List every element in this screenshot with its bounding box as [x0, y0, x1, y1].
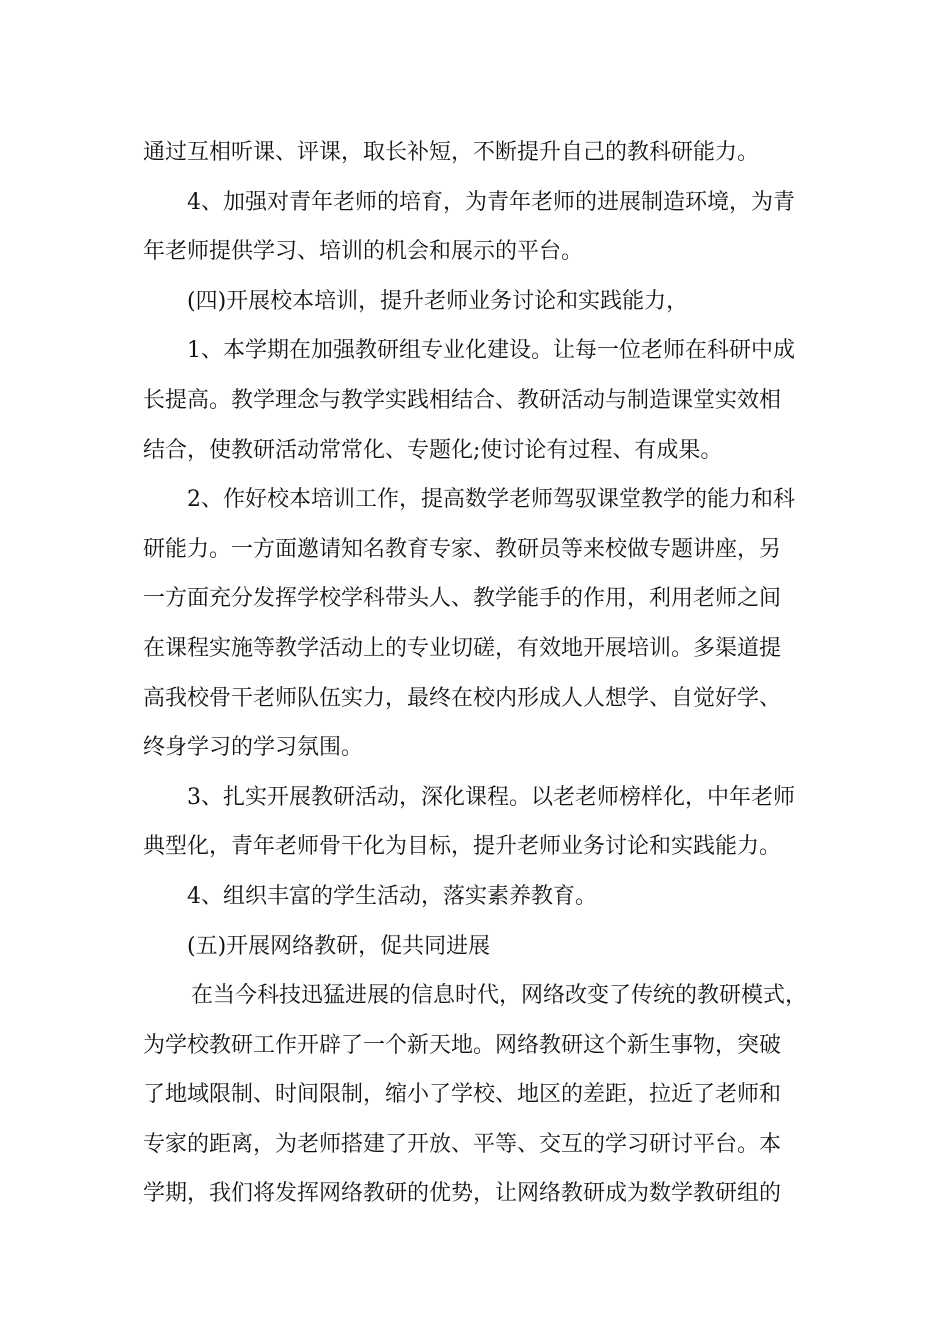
text-line: 4、加强对青年老师的培育，为青年老师的进展制造环境，为青	[187, 189, 795, 215]
text-line: 长提高。教学理念与教学实践相结合、教研活动与制造课堂实效相	[143, 387, 782, 413]
text-line: 学期，我们将发挥网络教研的优势，让网络教研成为数学教研组的	[143, 1181, 782, 1207]
text-line: 终身学习的学习氛围。	[143, 735, 364, 761]
text-line: 了地域限制、时间限制，缩小了学校、地区的差距，拉近了老师和	[143, 1082, 782, 1108]
text-line: 专家的距离，为老师搭建了开放、平等、交互的学习研讨平台。本	[143, 1131, 782, 1157]
text-line: 通过互相听课、评课，取长补短，不断提升自己的教科研能力。	[143, 140, 760, 165]
text-line: 在课程实施等教学活动上的专业切磋，有效地开展培训。多渠道提	[143, 635, 782, 661]
text-line: 为学校教研工作开辟了一个新天地。网络教研这个新生事物，突破	[143, 1032, 782, 1058]
text-line: 高我校骨干老师队伍实力，最终在校内形成人人想学、自觉好学、	[143, 685, 782, 711]
text-line: 一方面充分发挥学校学科带头人、教学能手的作用，利用老师之间	[143, 586, 782, 612]
text-line: 3、扎实开展教研活动，深化课程。以老老师榜样化，中年老师	[187, 784, 795, 810]
text-line: 2、作好校本培训工作，提高数学老师驾驭课堂教学的能力和科	[187, 487, 795, 513]
text-line: 年老师提供学习、培训的机会和展示的平台。	[143, 239, 584, 265]
text-line: 4、组织丰富的学生活动，落实素养教育。	[187, 883, 597, 909]
section-heading: (四)开展校本培训，提升老师业务讨论和实践能力，	[187, 288, 689, 314]
text-line: 1、本学期在加强教研组专业化建设。让每一位老师在科研中成	[187, 338, 795, 364]
section-heading: (五)开展网络教研，促共同进展	[187, 933, 491, 959]
text-line: 结合，使教研活动常常化、专题化;使讨论有过程、有成果。	[143, 437, 723, 463]
text-line: 在当今科技迅猛进展的信息时代，网络改变了传统的教研模式，	[191, 983, 808, 1009]
text-line: 研能力。一方面邀请知名教育专家、教研员等来校做专题讲座，另	[143, 536, 782, 562]
text-line: 典型化，青年老师骨干化为目标，提升老师业务讨论和实践能力。	[143, 834, 782, 860]
body-text	[143, 128, 813, 1219]
